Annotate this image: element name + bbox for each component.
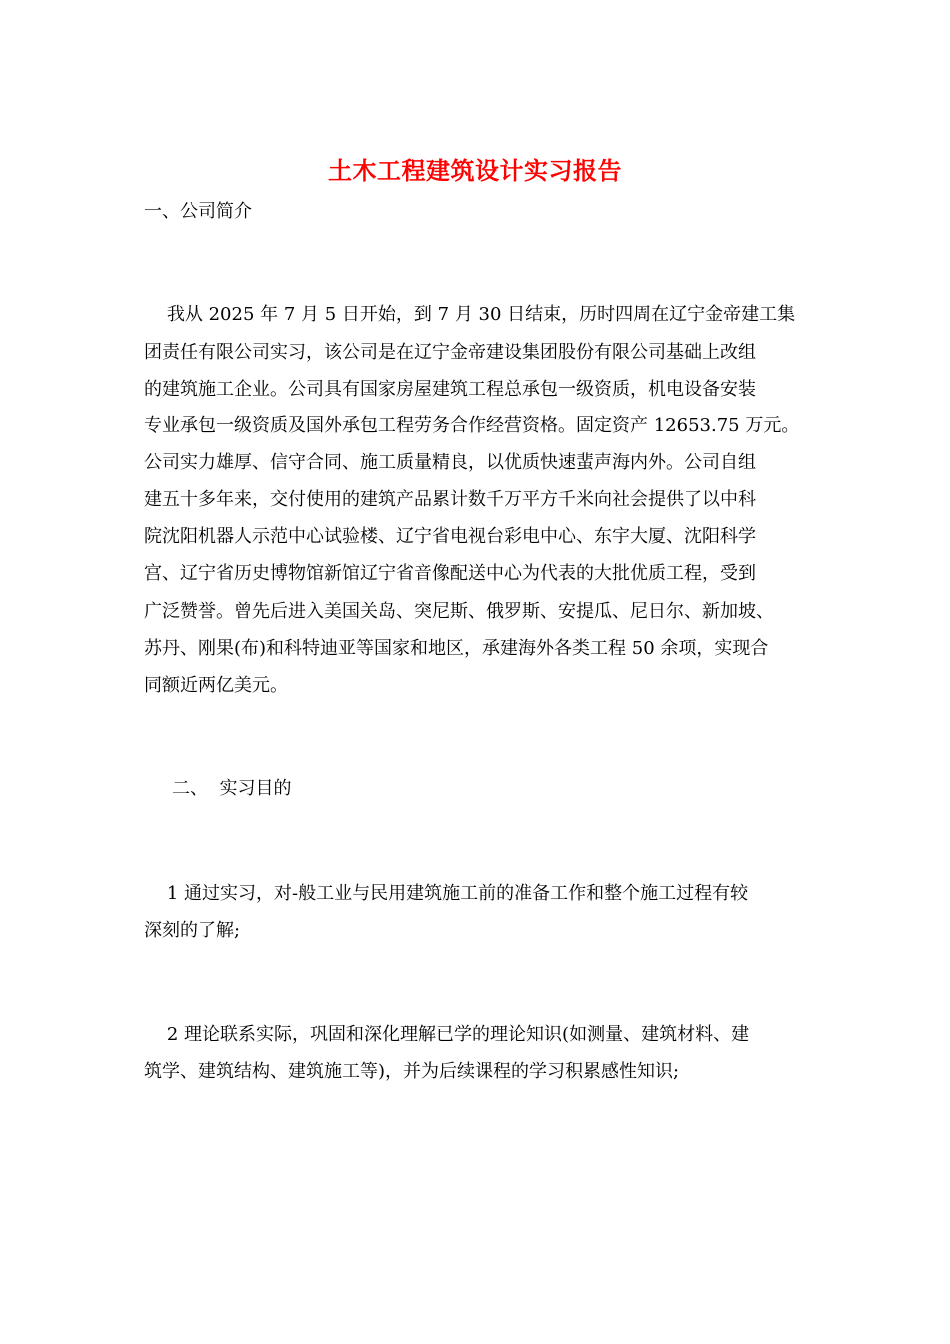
paragraph-line: 同额近两亿美元。 [144,675,288,696]
section-heading-internship-purpose: 二、 实习目的 [172,778,292,799]
document-title: 土木工程建筑设计实习报告 [328,156,622,185]
list-item-line: 深刻的了解; [144,920,241,941]
paragraph-line: 广泛赞誉。曾先后进入美国关岛、突尼斯、俄罗斯、安提瓜、尼日尔、新加坡、 [144,601,774,622]
list-item-line: 1 通过实习，对-般工业与民用建筑施工前的准备工作和整个施工过程有较 [144,883,749,904]
paragraph-line: 宫、辽宁省历史博物馆新馆辽宁省音像配送中心为代表的大批优质工程，受到 [144,563,756,584]
paragraph-line: 我从 2025 年 7 月 5 日开始，到 7 月 30 日结束，历时四周在辽宁金帝建工集 [144,304,796,325]
paragraph-line: 专业承包一级资质及国外承包工程劳务合作经营资格。固定资产 12653.75 万元。 [144,415,800,436]
list-item-line: 2 理论联系实际，巩固和深化理解已学的理论知识(如测量、建筑材料、建 [144,1024,750,1045]
paragraph-line: 院沈阳机器人示范中心试验楼、辽宁省电视台彩电中心、东宇大厦、沈阳科学 [144,526,756,547]
section-heading-company-intro: 一、公司简介 [144,201,252,222]
paragraph-line: 公司实力雄厚、信守合同、施工质量精良，以优质快速蜚声海内外。公司自组 [144,452,756,473]
list-item-line: 筑学、建筑结构、建筑施工等)，并为后续课程的学习积累感性知识; [144,1061,680,1082]
paragraph-line: 团责任有限公司实习，该公司是在辽宁金帝建设集团股份有限公司基础上改组 [144,342,756,363]
paragraph-line: 苏丹、刚果(布)和科特迪亚等国家和地区，承建海外各类工程 50 余项，实现合 [144,638,769,659]
paragraph-line: 的建筑施工企业。公司具有国家房屋建筑工程总承包一级资质，机电设备安装 [144,379,756,400]
paragraph-line: 建五十多年来，交付使用的建筑产品累计数千万平方千米向社会提供了以中科 [144,489,756,510]
